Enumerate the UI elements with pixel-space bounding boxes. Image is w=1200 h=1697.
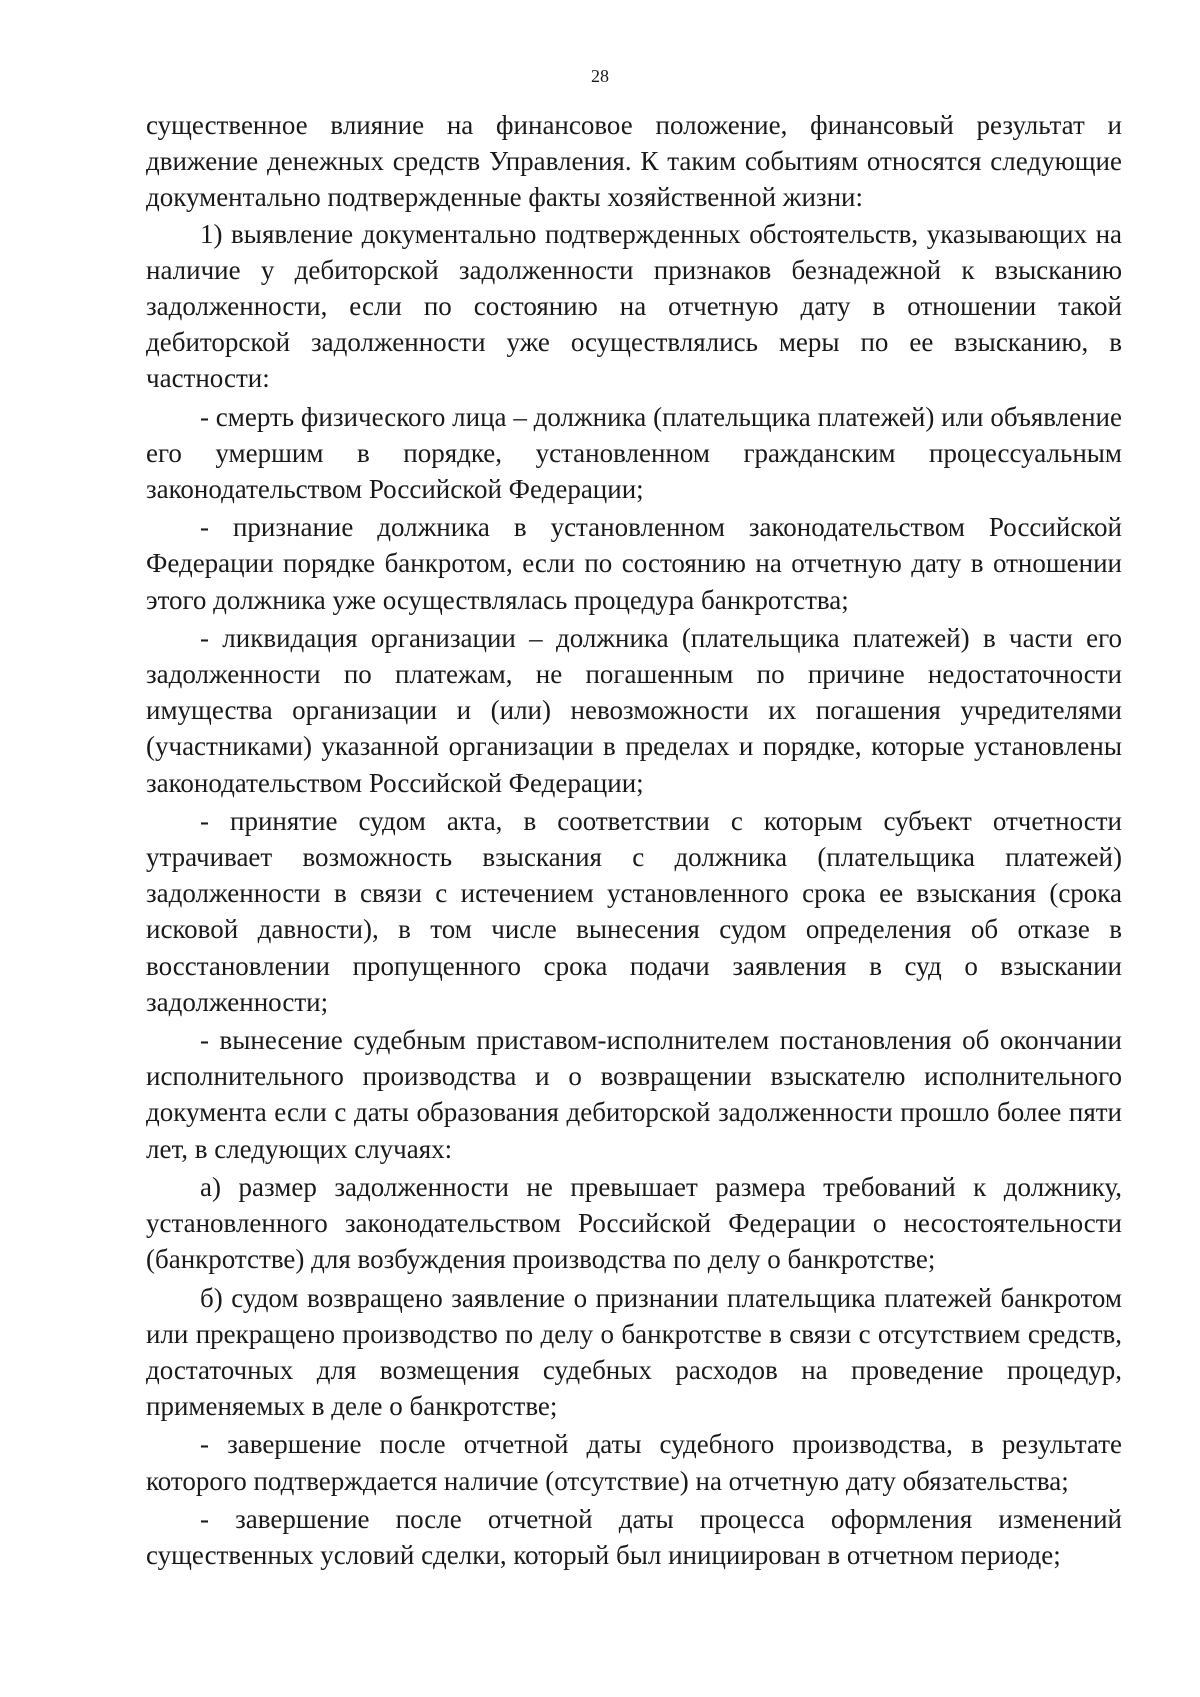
page-number: 28 <box>591 66 609 86</box>
paragraph-bailiff-decision: - вынесение судебным приставом-исполнителем постановления об окончании исполнительного производства и о возвращении взыскателю исполнительного документа если с даты образования дебиторской задолженности прошло более пяти лет, в следующих случаях: <box>146 1025 1122 1164</box>
paragraph-case-b: б) судом возвращено заявление о признании плательщика платежей банкротом или прекращено производство по делу о банкротстве в связи с отсутствием средств, достаточных для возмещения судебных расходов на проведение процедур, применяемых в деле о банкротстве; <box>146 1282 1122 1422</box>
paragraph-liquidation: - ликвидация организации – должника (плательщика платежей) в части его задолженности по платежам, не погашенным по причине недостаточности имущества организации и (или) невозможности их погашения учредителями (участниками) указанной организации в пределах и порядке, которые установлены законодательством Российской Федерации; <box>146 622 1122 798</box>
document-body <box>146 107 1122 1573</box>
paragraph-court-proceedings: - завершение после отчетной даты судебного производства, в результате которого подтверждается наличие (отсутствие) на отчетную дату обязательства; <box>146 1429 1122 1496</box>
paragraph-court-act: - принятие судом акта, в соответствии с которым субъект отчетности утрачивает возможность взыскания с должника (плательщика платежей) задолженности в связи с истечением установленного срока ее взыскания (срока исковой давности), в том числе вынесения судом определения об отказе в восстановлении пропущенного срока подачи заявления в суд о взыскании задолженности; <box>146 805 1122 1017</box>
paragraph-item-1: 1) выявление документально подтвержденных обстоятельств, указывающих на наличие у дебиторской задолженности признаков безнадежной к взысканию задолженности, если по состоянию на отчетную дату в отношении такой дебиторской задолженности уже осуществлялись меры по ее взысканию, в частности: <box>146 218 1122 394</box>
paragraph-continuation: существенное влияние на финансовое положение, финансовый результат и движение денежных средств Управления. К таким событиям относятся следующие документально подтвержденные факты хозяйственной жизни: <box>146 110 1122 213</box>
paragraph-case-a: а) размер задолженности не превышает размера требований к должнику, установленного законодательством Российской Федерации о несостоятельности (банкротстве) для возбуждения производства по делу о банкротстве; <box>146 1171 1122 1275</box>
paragraph-deal-changes: - завершение после отчетной даты процесса оформления изменений существенных условий сделки, который был инициирован в отчетном периоде; <box>146 1503 1122 1570</box>
paragraph-bankruptcy: - признание должника в установленном законодательством Российской Федерации порядке банкротом, если по состоянию на отчетную дату в отношении этого должника уже осуществлялась процедура банкротства; <box>146 512 1122 615</box>
paragraph-death-of-debtor: - смерть физического лица – должника (плательщика платежей) или объявление его умершим в порядке, установленном гражданским процессуальным законодательством Российской Федерации; <box>146 401 1122 505</box>
